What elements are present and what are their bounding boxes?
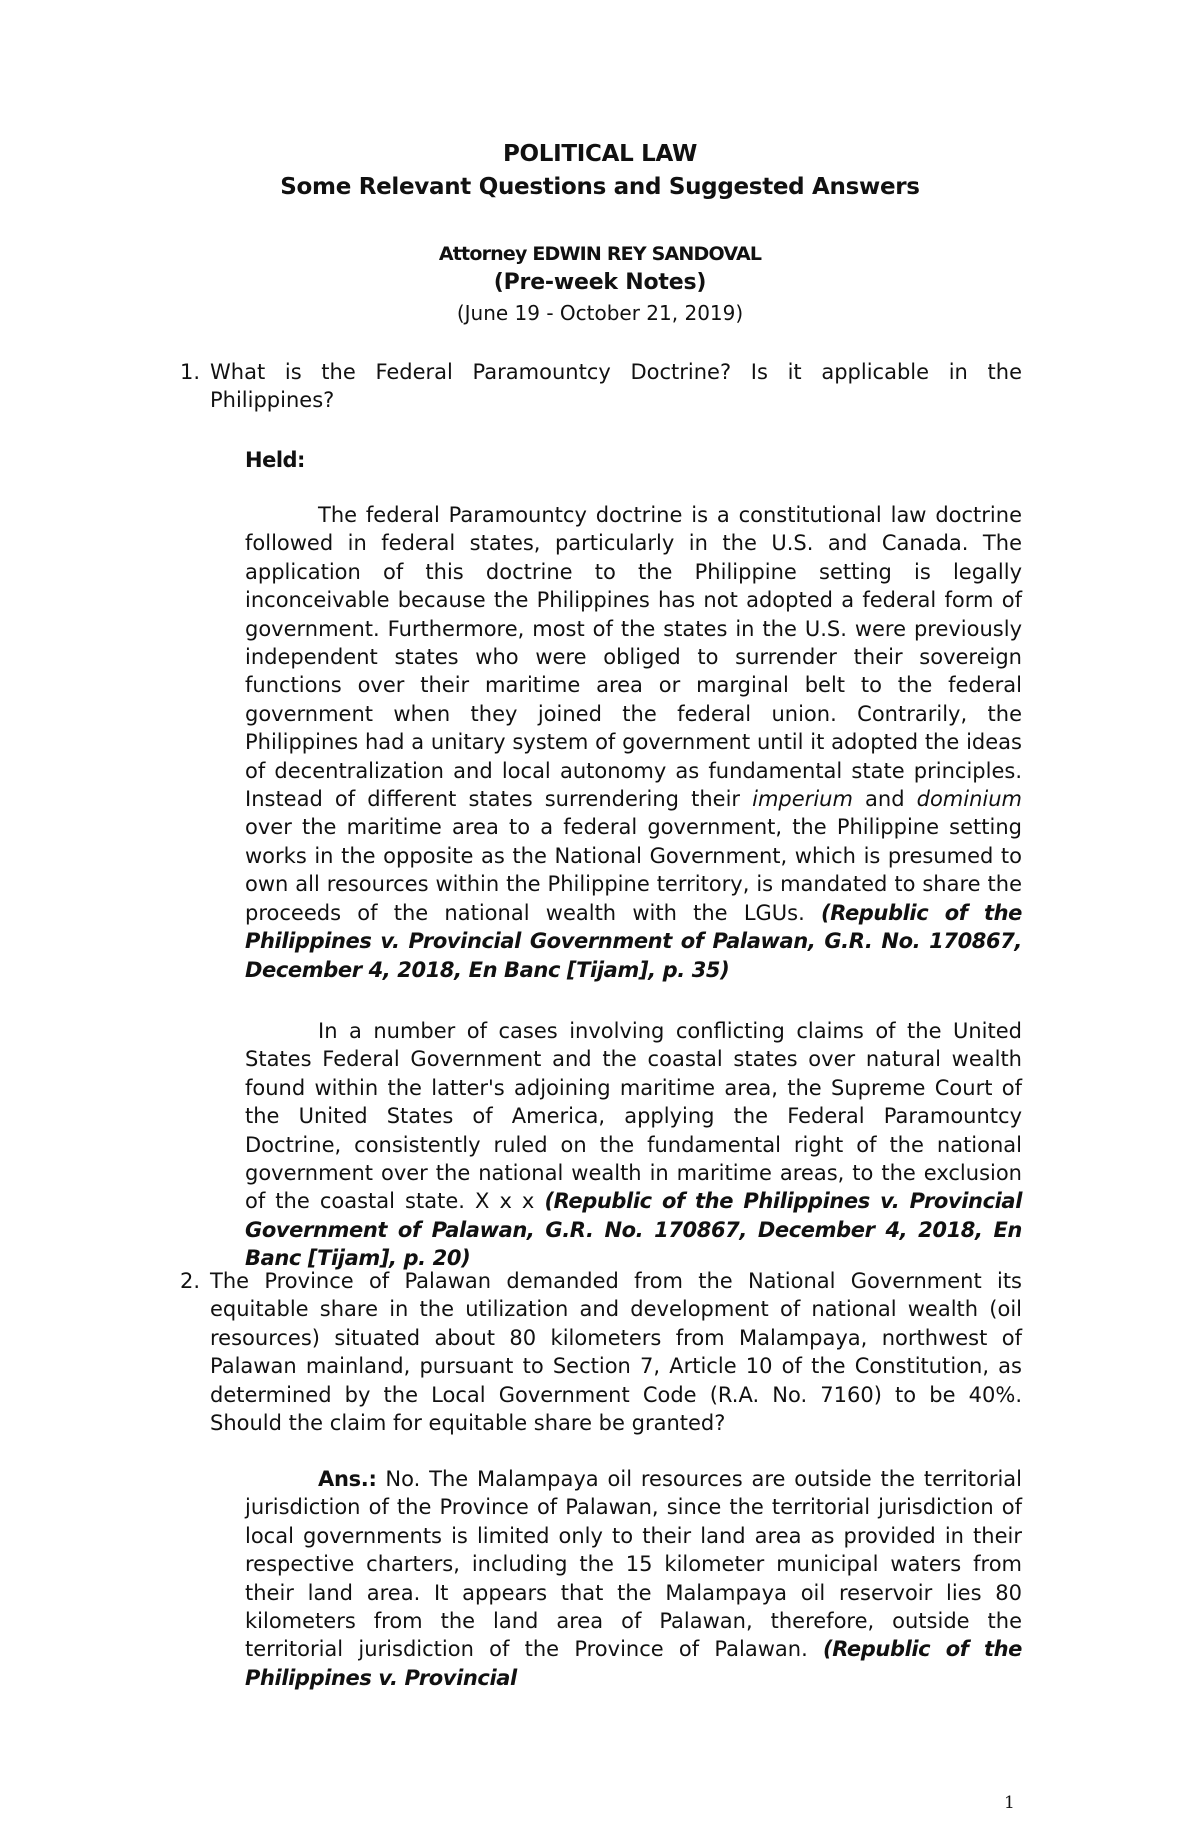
page-number: 1 <box>1004 1793 1015 1813</box>
question-2 <box>180 1267 1022 1437</box>
question-1 <box>180 358 1022 415</box>
notes-label: (Pre-week Notes) <box>493 270 707 295</box>
question-number: 1. <box>180 360 201 384</box>
question-text: The Province of Palawan demanded from the National Government its equitable share in the utilization and development of national wealth (oil resources) situated about 80 kilometers from Malampaya, northwest of Palawan mainland, pursuant to Section 7, Article 10 of the Constitution, as determined by the Local Government Code (R.A. No. 7160) to be 40%. Should the claim for equitable share be granted? <box>210 1269 1022 1436</box>
author-block <box>0 240 1200 328</box>
document-header <box>0 138 1200 204</box>
held-label: Held: <box>245 448 305 472</box>
emphasis-imperium: imperium <box>752 787 853 812</box>
emphasis-dominium: dominium <box>916 787 1023 812</box>
question-number: 2. <box>180 1269 201 1293</box>
case-citation: (Republic of the Philippines v. Provincial Government of Palawan, G.R. No. 170867, December 4, 2018, En Banc [Tijam], p. 35) <box>245 900 1022 982</box>
answer-paragraph-1: The federal Paramountcy doctrine is a constitutional law doctrine followed in federal states, particularly in the U.S. and Canada. The application of this doctrine to the Philippine setting is legally inconceivable because the Philippines has not adopted a federal form of government. Furthermore, most of the states in the U.S. were previously independent states who were obliged to surrender their sovereign functions over their maritime area or marginal belt to the federal government when they joined the federal union. Contrarily, the Philippines had a unitary system of government until it adopted the ideas of decentralization and local autonomy as fundamental state principles. Instead of different states surrendering their imperium and dominium over the maritime area to a federal government, the Philippine setting works in the opposite as the National Government, which is presumed to own all resources within the Philippine territory, is mandated to share the proceeds of the national wealth with the LGUs. (Republic of the Philippines v. Provincial Government of Palawan, G.R. No. 170867, December 4, 2018, En Banc [Tijam], p. 35) <box>245 503 1023 982</box>
author-name: Attorney EDWIN REY SANDOVAL <box>438 243 762 265</box>
ans-label: Ans.: <box>318 1467 377 1491</box>
case-citation: (Republic of the Philippines v. Provincial <box>245 1637 1022 1690</box>
answer-paragraph-3: Ans.: No. The Malampaya oil resources are outside the territorial jurisdiction of the Province of Palawan, since the territorial jurisdiction of local governments is limited only to their land area as provided in their respective charters, including the 15 kilometer municipal waters from their land area. It appears that the Malampaya oil reservoir lies 80 kilometers from the land area of Palawan, therefore, outside the territorial jurisdiction of the Province of Palawan. (Republic of the Philippines v. Provincial <box>245 1467 1022 1690</box>
date-range: (June 19 - October 21, 2019) <box>456 301 744 325</box>
question-text: What is the Federal Paramountcy Doctrine? Is it applicable in the Philippines? <box>210 360 1022 413</box>
document-subtitle: Some Relevant Questions and Suggested Answers <box>280 174 920 200</box>
case-citation: (Republic of the Philippines v. Provincial Government of Palawan, G.R. No. 170867, December 4, 2018, En Banc [Tijam], p. 20) <box>245 1189 1022 1271</box>
answer-paragraph-2: In a number of cases involving conflicting claims of the United States Federal Government and the coastal states over natural wealth found within the latter's adjoining maritime area, the Supreme Court of the United States of America, applying the Federal Paramountcy Doctrine, consistently ruled on the fundamental right of the national government over the national wealth in maritime areas, to the exclusion of the coastal state. X x x (Republic of the Philippines v. Provincial Government of Palawan, G.R. No. 170867, December 4, 2018, En Banc [Tijam], p. 20) <box>245 1019 1022 1271</box>
document-title: POLITICAL LAW <box>502 141 698 167</box>
